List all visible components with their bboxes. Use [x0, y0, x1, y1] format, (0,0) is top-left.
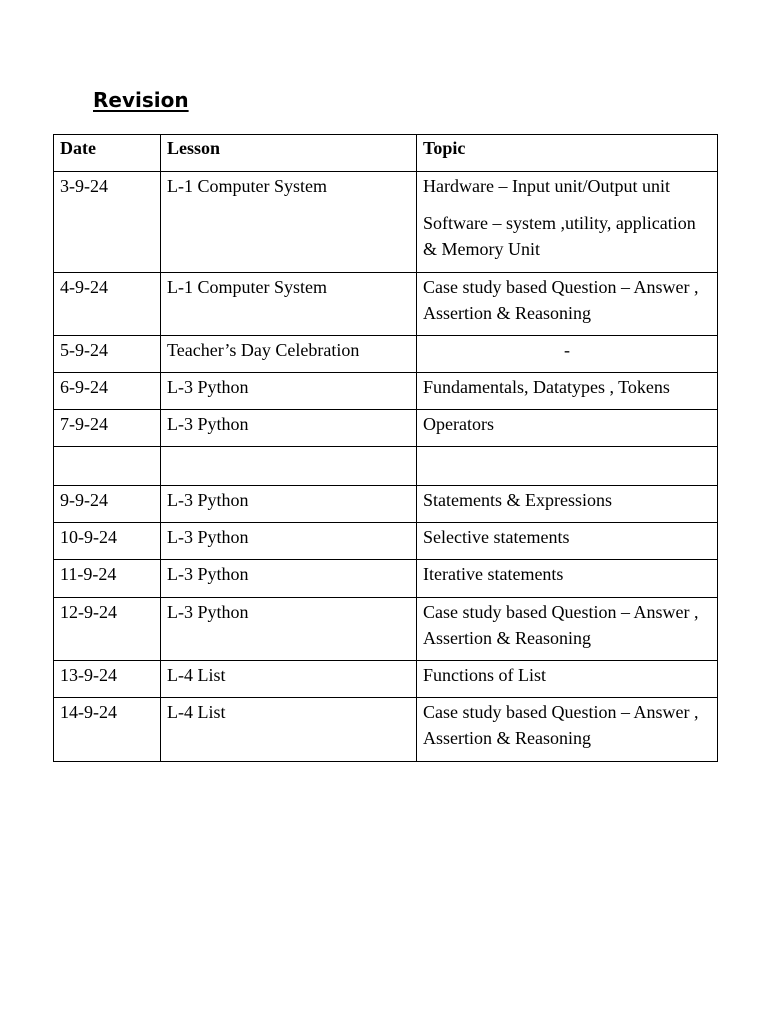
- table-row: [54, 661, 718, 698]
- cell-topic: Statements & Expressions: [417, 486, 718, 523]
- cell-topic: Selective statements: [417, 523, 718, 560]
- table-row: [54, 273, 718, 336]
- table-row: [54, 523, 718, 560]
- cell-topic: Iterative statements: [417, 560, 718, 598]
- cell-lesson: L-3 Python: [161, 598, 417, 661]
- cell-lesson: L-4 List: [161, 661, 417, 698]
- cell-date: 10-9-24: [54, 523, 161, 560]
- page-title: Revision: [93, 88, 189, 112]
- table-row: [54, 486, 718, 523]
- table-row: [54, 560, 718, 598]
- cell-lesson: L-4 List: [161, 698, 417, 762]
- cell-lesson: L-3 Python: [161, 486, 417, 523]
- cell-lesson: L-3 Python: [161, 523, 417, 560]
- cell-date: 13-9-24: [54, 661, 161, 698]
- cell-lesson: L-1 Computer System: [161, 172, 417, 273]
- cell-lesson: L-3 Python: [161, 373, 417, 410]
- table-header-row: [54, 135, 718, 172]
- cell-date: 11-9-24: [54, 560, 161, 598]
- cell-date: 12-9-24: [54, 598, 161, 661]
- cell-lesson: L-3 Python: [161, 560, 417, 598]
- header-lesson: Lesson: [161, 135, 417, 172]
- cell-date: 3-9-24: [54, 172, 161, 273]
- table-row: [54, 172, 718, 273]
- cell-topic: [417, 172, 718, 273]
- topic-line: Hardware – Input unit/Output unit: [423, 176, 670, 196]
- header-date: Date: [54, 135, 161, 172]
- cell-topic: Fundamentals, Datatypes , Tokens: [417, 373, 718, 410]
- cell-topic: [417, 447, 718, 486]
- cell-topic: Case study based Question – Answer , Assertion & Reasoning: [417, 273, 718, 336]
- cell-lesson: L-3 Python: [161, 410, 417, 447]
- table-row-empty: [54, 447, 718, 486]
- cell-lesson: Teacher’s Day Celebration: [161, 336, 417, 373]
- table-row: [54, 698, 718, 762]
- cell-date: 14-9-24: [54, 698, 161, 762]
- cell-date: 7-9-24: [54, 410, 161, 447]
- table-row: [54, 373, 718, 410]
- table-row: [54, 410, 718, 447]
- cell-topic: Case study based Question – Answer , Assertion & Reasoning: [417, 698, 718, 762]
- cell-date: 6-9-24: [54, 373, 161, 410]
- cell-lesson: [161, 447, 417, 486]
- topic-line: Software – system ,utility, application & Memory Unit: [423, 213, 696, 259]
- cell-topic: -: [417, 336, 718, 373]
- table-row: [54, 598, 718, 661]
- cell-date: 4-9-24: [54, 273, 161, 336]
- cell-topic: Operators: [417, 410, 718, 447]
- header-topic: Topic: [417, 135, 718, 172]
- cell-topic: Case study based Question – Answer , Assertion & Reasoning: [417, 598, 718, 661]
- revision-table: [53, 134, 718, 762]
- cell-topic: Functions of List: [417, 661, 718, 698]
- cell-date: 9-9-24: [54, 486, 161, 523]
- cell-lesson: L-1 Computer System: [161, 273, 417, 336]
- cell-date: 5-9-24: [54, 336, 161, 373]
- table-row: [54, 336, 718, 373]
- cell-date: [54, 447, 161, 486]
